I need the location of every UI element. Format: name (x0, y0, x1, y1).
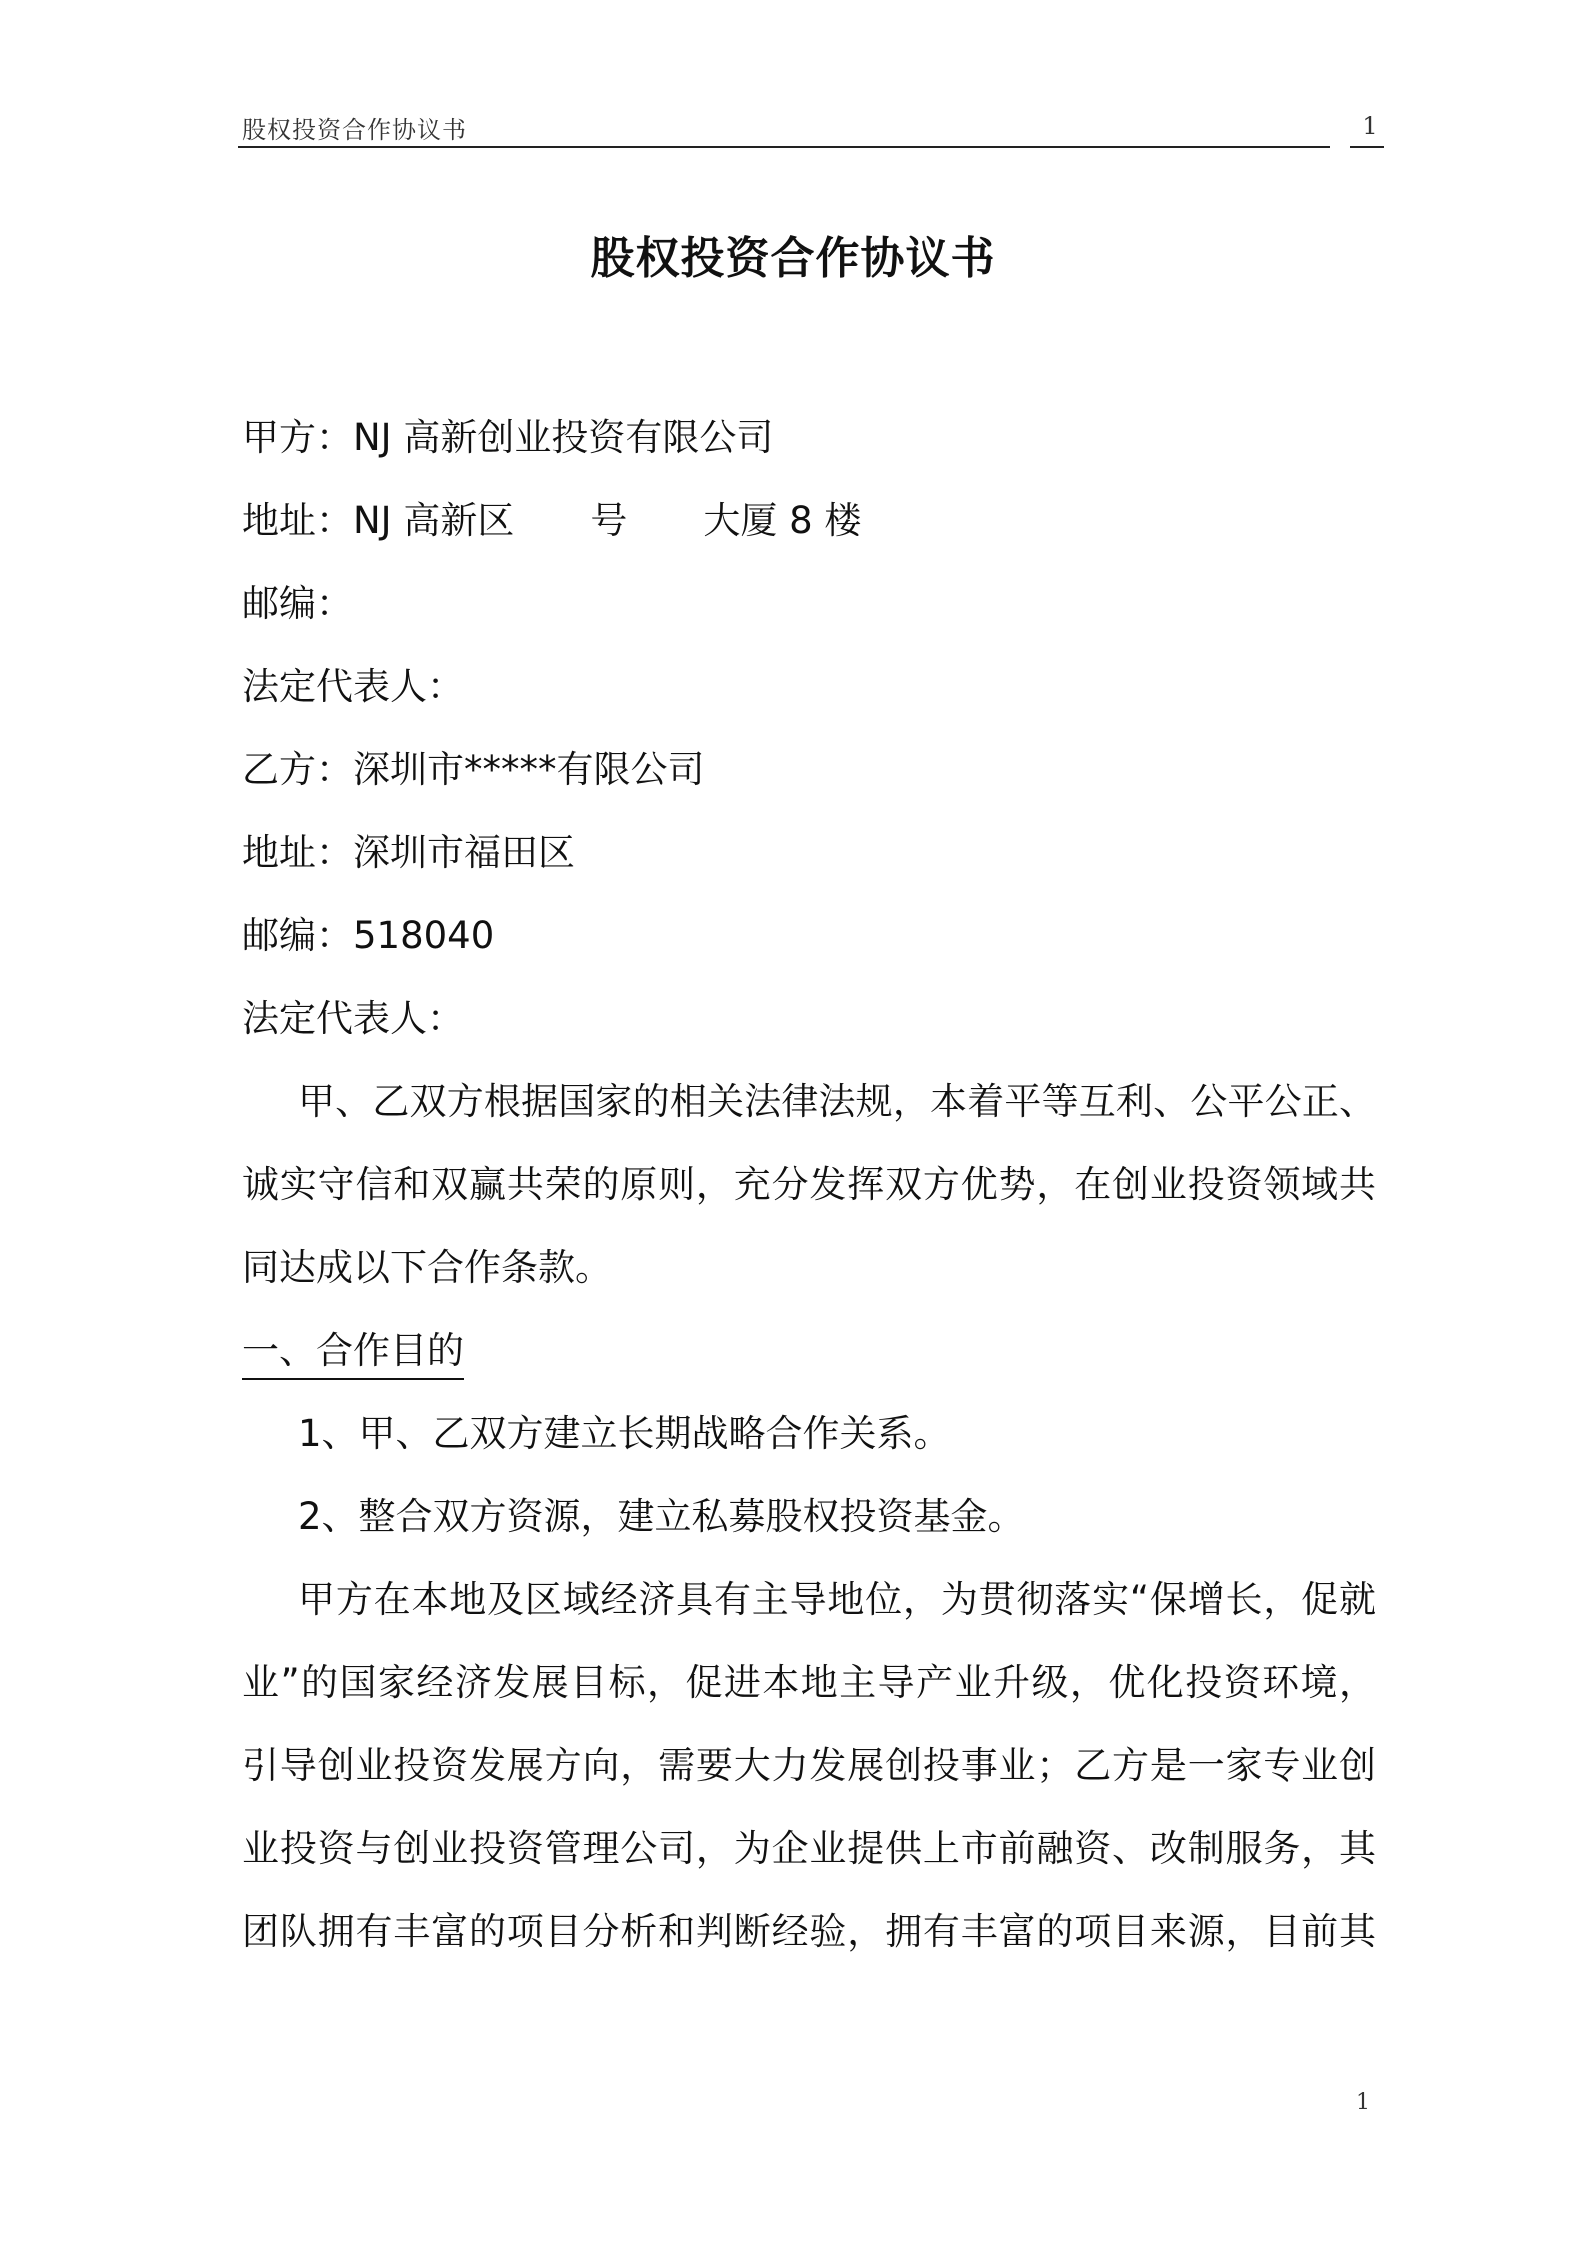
preamble-line-1: 甲、乙双方根据国家的相关法律法规，本着平等互利、公平公正、 (298, 1080, 1376, 1123)
party-a-name: 甲方：NJ 高新创业投资有限公司 (242, 416, 774, 459)
running-header-title: 股权投资合作协议书 (242, 116, 467, 144)
header-page-rule (1350, 146, 1384, 148)
party-a-postcode: 邮编： (242, 582, 353, 625)
party-a-address-number: 号 (590, 499, 628, 542)
section-1-paragraph-line-1: 甲方在本地及区域经济具有主导地位，为贯彻落实“保增长，促就 (298, 1578, 1376, 1621)
party-b-address: 地址：深圳市福田区 (242, 831, 575, 874)
section-1-item-2: 2、整合双方资源，建立私募股权投资基金。 (298, 1495, 1025, 1538)
section-1-item-1: 1、甲、乙双方建立长期战略合作关系。 (298, 1412, 951, 1455)
party-b-name: 乙方：深圳市*****有限公司 (242, 748, 705, 791)
section-1-paragraph-line-5: 团队拥有丰富的项目分析和判断经验，拥有丰富的项目来源，目前其 (242, 1910, 1376, 1953)
section-1-paragraph-line-4: 业投资与创业投资管理公司，为企业提供上市前融资、改制服务，其 (242, 1827, 1376, 1870)
party-a-address (242, 497, 861, 545)
header-page-number: 1 (1362, 112, 1378, 140)
party-a-address-label: 地址：NJ 高新区 (242, 499, 515, 542)
preamble-line-3: 同达成以下合作条款。 (242, 1246, 612, 1289)
section-1-heading: 一、合作目的 (242, 1327, 464, 1375)
footer-page-number: 1 (1356, 2090, 1370, 2115)
header-rule (238, 146, 1330, 148)
preamble-line-2: 诚实守信和双赢共荣的原则，充分发挥双方优势，在创业投资领域共 (242, 1163, 1376, 1206)
party-a-address-building: 大厦 8 楼 (703, 499, 862, 542)
party-b-legal-rep: 法定代表人： (242, 997, 464, 1040)
document-title: 股权投资合作协议书 (590, 233, 996, 284)
party-a-legal-rep: 法定代表人： (242, 665, 464, 708)
section-1-paragraph-line-3: 引导创业投资发展方向，需要大力发展创投事业；乙方是一家专业创 (242, 1744, 1376, 1787)
party-b-postcode: 邮编：518040 (242, 914, 495, 957)
section-1-paragraph-line-2: 业”的国家经济发展目标，促进本地主导产业升级，优化投资环境， (242, 1661, 1376, 1704)
